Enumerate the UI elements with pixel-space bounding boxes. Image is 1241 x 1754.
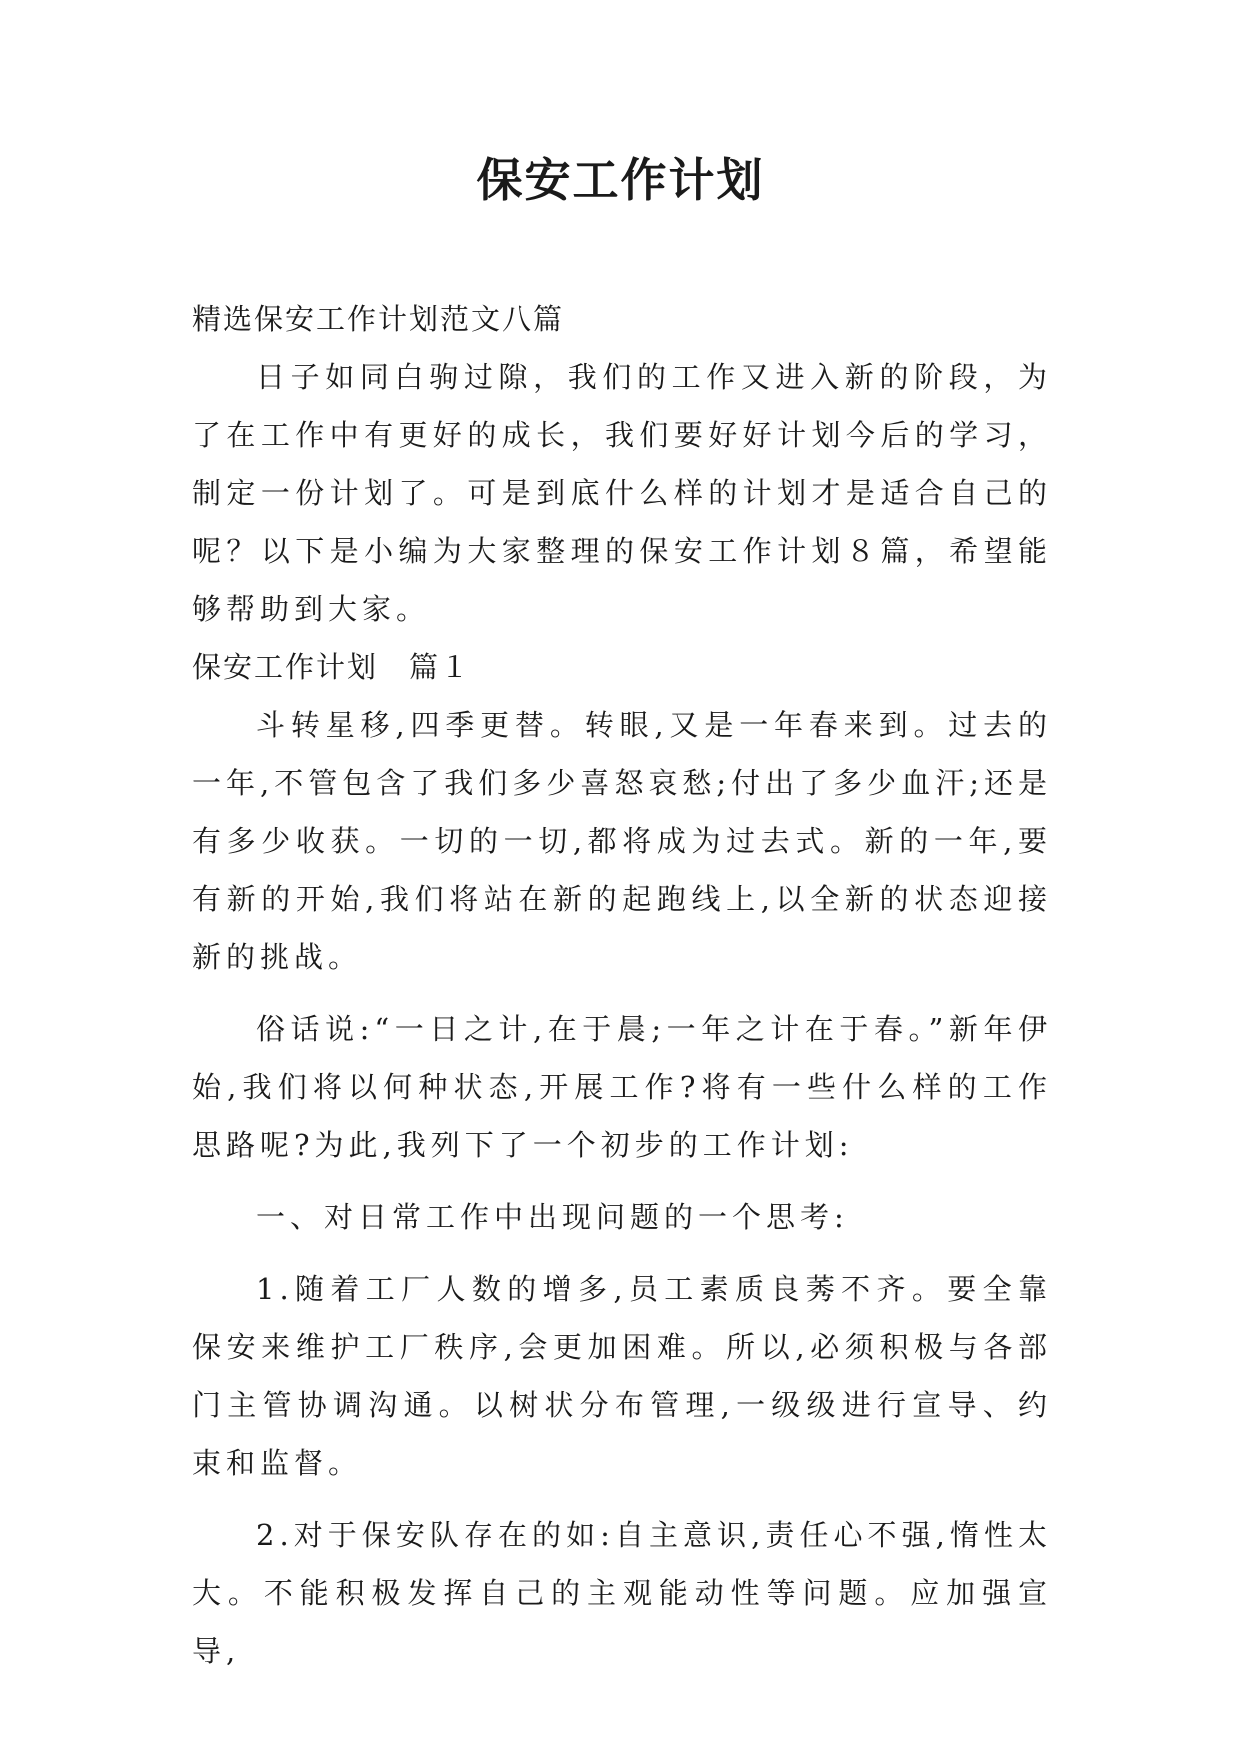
body-paragraph: 一、对日常工作中出现问题的一个思考:	[256, 1200, 849, 1234]
body-paragraph: 1.随着工厂人数的增多,员工素质良莠不齐。要全靠保安来维护工厂秩序,会更加困难。所以,必须积极与各部门主管协调沟通。以树状分布管理,一级级进行宣导、约束和监督。	[192, 1272, 1052, 1480]
document-title: 保安工作计划	[476, 153, 765, 207]
document-subtitle: 精选保安工作计划范文八篇	[192, 302, 565, 336]
body-paragraph: 俗话说:“一日之计,在于晨;一年之计在于春。”新年伊始,我们将以何种状态,开展工作?将有一些什么样的工作思路呢?为此,我列下了一个初步的工作计划:	[192, 1012, 1052, 1162]
body-paragraph: 斗转星移,四季更替。转眼,又是一年春来到。过去的一年,不管包含了我们多少喜怒哀愁;付出了多少血汗;还是有多少收获。一切的一切,都将成为过去式。新的一年,要有新的开始,我们将站在新的起跑线上,以全新的状态迎接新的挑战。	[192, 708, 1052, 974]
intro-paragraph: 日子如同白驹过隙，我们的工作又进入新的阶段，为了在工作中有更好的成长，我们要好好计划今后的学习，制定一份计划了。可是到底什么样的计划才是适合自己的呢？以下是小编为大家整理的保安工作计划８篇，希望能够帮助到大家。	[192, 360, 1052, 626]
document-body	[192, 290, 1052, 1680]
section-heading: 保安工作计划 篇１	[192, 650, 472, 684]
body-paragraph: 2.对于保安队存在的如:自主意识,责任心不强,惰性太大。不能积极发挥自己的主观能动性等问题。应加强宣导,	[192, 1518, 1052, 1668]
